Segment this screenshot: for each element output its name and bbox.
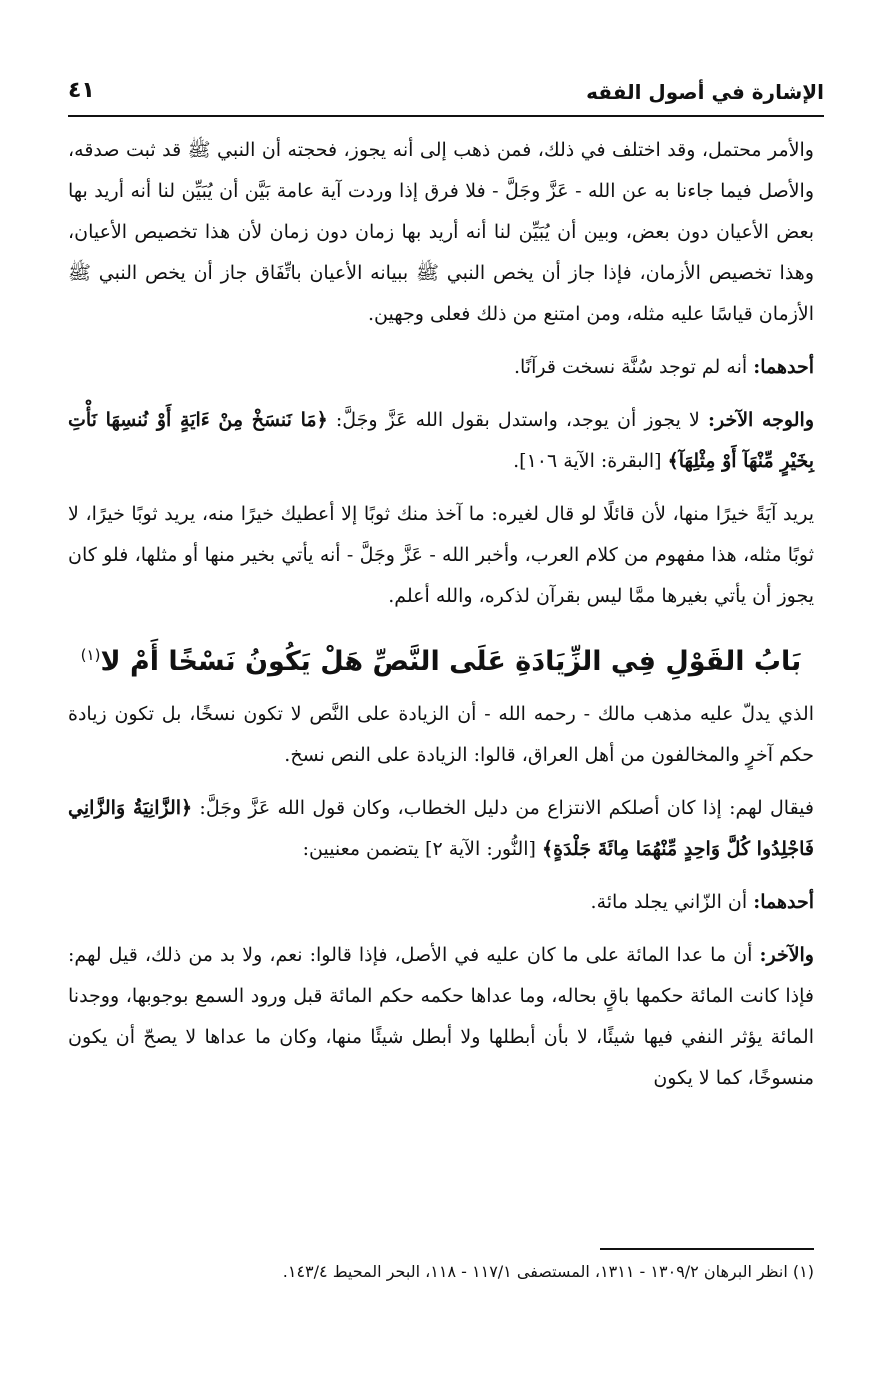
paragraph-6 (68, 788, 814, 870)
paragraph-7-text: أن الزّاني يجلد مائة. (590, 891, 754, 913)
paragraph-6-text-1: فيقال لهم: إذا كان أصلكم الانتزاع من دليل الخطاب، وكان قول الله عَزَّ وجَلَّ: (192, 797, 814, 819)
page-body (68, 130, 814, 1099)
paragraph-8-text: أن ما عدا المائة على ما كان عليه في الأصل، فإذا قالوا: نعم، ولا بد من ذلك، قيل لهم: فإذا كانت المائة حكمها باقٍ بحاله، وما عداها حكمه حكم المائة قبل ورود السمع بوجوبها، ووجدنا المائة يؤثر النفي فيها شيئًا، لا بأن أبطلها ولا أبطل شيئًا منها، وكان ما عداها لا يصحّ أن يكون منسوخًا، كما لا يكون (68, 944, 814, 1089)
header-rule (68, 115, 824, 117)
quran-verse-2: ﴿الزَّانِيَةُ وَالزَّانِي فَاجْلِدُوا كُلَّ وَاحِدٍ مِّنْهُمَا مِائَةَ جَلْدَةٍ﴾ (68, 797, 814, 860)
paragraph-7-label: أحدهما: (753, 891, 814, 913)
page-number: ٤١ (68, 78, 95, 103)
paragraph-3 (68, 400, 814, 482)
quran-verse-1: ﴿مَا نَنسَخْ مِنْ ءَايَةٍ أَوْ نُنسِهَا نَأْتِ بِخَيْرٍ مِّنْهَآ أَوْ مِثْلِهَآ﴾ (68, 409, 814, 472)
footnote-rule (600, 1248, 814, 1250)
footnote: (١) انظر البرهان ١٣٠٩/٢ - ١٣١١، المستصفى ١١٧/١ - ١١٨، البحر المحيط ١٤٣/٤. (282, 1262, 814, 1281)
paragraph-2-text: أنه لم توجد سُنَّة نسخت قرآنًا. (513, 356, 754, 378)
chapter-title-text: بَابُ القَوْلِ فِي الزِّيَادَةِ عَلَى النَّصِّ هَلْ يَكُونُ نَسْخًا أَمْ لا (100, 646, 802, 677)
page-header (68, 78, 824, 112)
paragraph-1: والأمر محتمل، وقد اختلف في ذلك، فمن ذهب إلى أنه يجوز، فحجته أن النبي ﷺ قد ثبت صدقه، والأصل فيما جاءنا به عن الله - عَزَّ وجَلَّ - فلا فرق إذا وردت آية عامة بَيَّن أن يُبَيِّن لنا أنه أريد بها بعض الأعيان دون بعض، وبين أن يُبَيِّن لنا أنه أريد بها زمان دون زمان لأن هذا تخصيص الأعيان، وهذا تخصيص الأزمان، فإذا جاز أن يخص النبي ﷺ ببيانه الأعيان باتِّفَاق جاز أن يخص النبي ﷺ الأزمان قياسًا عليه مثله، ومن امتنع من ذلك فعلى وجهين. (68, 139, 815, 325)
paragraph-2-label: أحدهما: (753, 356, 814, 378)
paragraph-5: الذي يدلّ عليه مذهب مالك - رحمه الله - أن الزيادة على النَّص لا تكون نسخًا، بل تكون زيادة حكم آخرٍ والمخالفون من أهل العراق، قالوا: الزيادة على النص نسخ. (68, 703, 814, 766)
paragraph-8 (68, 935, 814, 1099)
paragraph-3-label: والوجه الآخر: (707, 409, 814, 431)
verse-reference-1: [البقرة: الآية ١٠٦]. (513, 450, 668, 472)
running-title: الإشارة في أصول الفقه (586, 80, 824, 104)
paragraph-8-label: والآخر: (759, 944, 814, 966)
paragraph-6-text-2: [النُّور: الآية ٢] يتضمن معنيين: (302, 838, 542, 860)
chapter-title (68, 631, 814, 686)
paragraph-2 (68, 347, 814, 388)
paragraph-3-text: لا يجوز أن يوجد، واستدل بقول الله عَزَّ وجَلَّ: (327, 409, 708, 431)
paragraph-4: يريد آيَةً خيرًا منها، لأن قائلًا لو قال لغيره: ما آخذ منك ثوبًا إلا أعطيك خيرًا منه، يريد ثوبًا خيرًا، لا ثوبًا مثله، هذا مفهوم من كلام العرب، وأخبر الله - عَزَّ وجَلَّ - أنه يأتي بخير منها أو مثلها، فلو كان يجوز أن يأتي بغيرها ممَّا ليس بقرآن لذكره، والله أعلم. (68, 503, 814, 607)
chapter-footnote-mark: (١) (80, 646, 101, 664)
paragraph-7 (68, 882, 814, 923)
